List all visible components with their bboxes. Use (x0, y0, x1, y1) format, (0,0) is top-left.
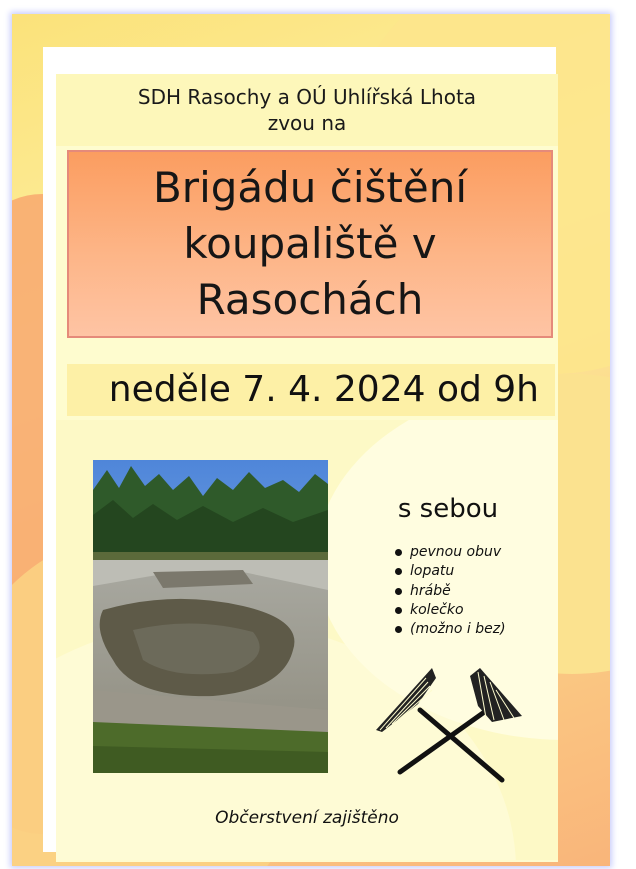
list-item: kolečko (392, 601, 506, 620)
organizer-text (56, 84, 558, 136)
headline-box (67, 150, 553, 338)
pool-photo (93, 460, 328, 773)
bring-list (392, 543, 506, 639)
list-item: (možno i bez) (392, 620, 506, 639)
refreshments-note: Občerstvení zajištěno (215, 808, 399, 828)
list-item: hrábě (392, 582, 506, 601)
invite-line: zvou na (267, 111, 347, 135)
headline-text: Brigádu čištění koupaliště v Rasochách (152, 163, 467, 324)
organizer-line: SDH Rasochy a OÚ Uhlířská Lhota (137, 85, 477, 109)
event-date: neděle 7. 4. 2024 od 9h (108, 369, 539, 410)
list-item: lopatu (392, 562, 506, 581)
bring-heading: s sebou (397, 494, 499, 524)
crossed-rake-and-broom-icon (374, 668, 526, 784)
list-item: pevnou obuv (392, 543, 506, 562)
